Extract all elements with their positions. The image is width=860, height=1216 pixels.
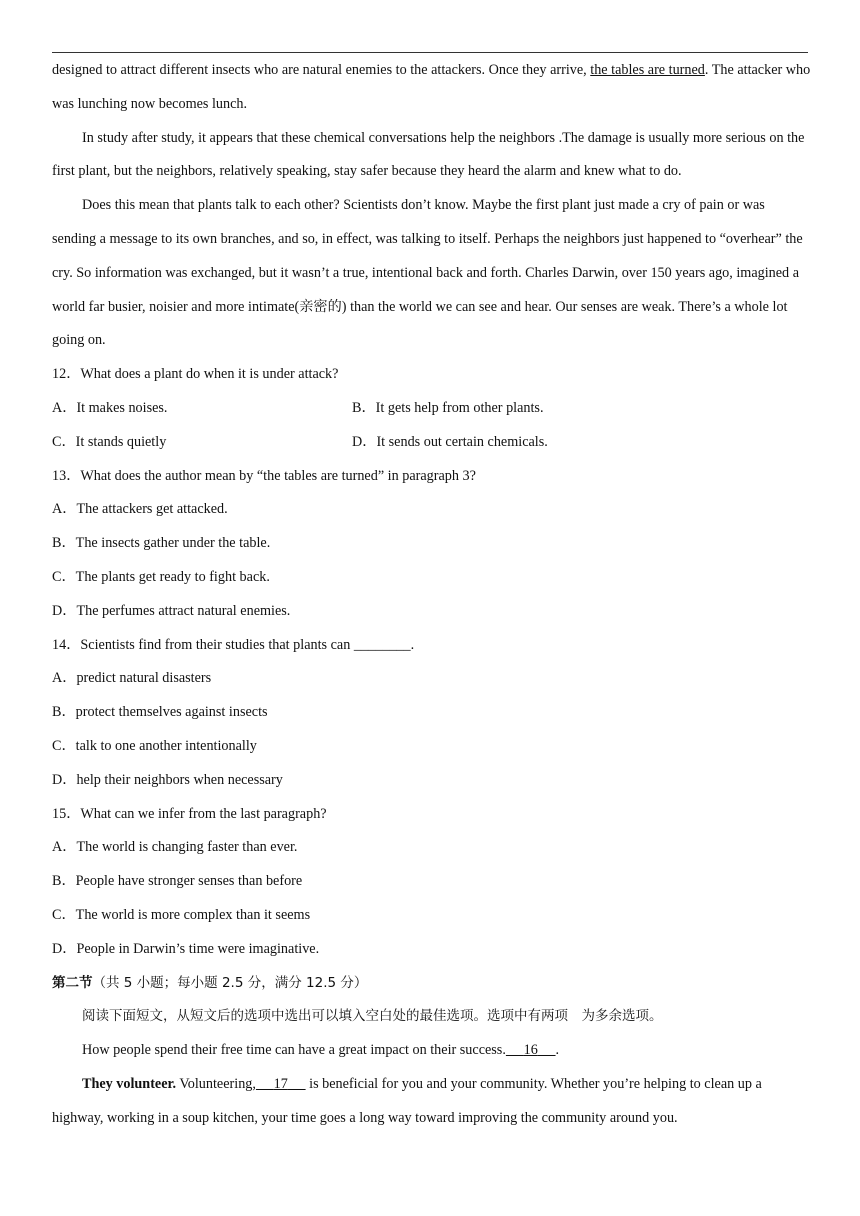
section-2-paragraph-1: How people spend their free time can have a great impact on their success. 16 . (82, 1042, 560, 1059)
question-14: 14．Scientists find from their studies that plants can ________. (52, 636, 415, 653)
option-15-c: C．The world is more complex than it seems (52, 906, 311, 923)
blank-17: 17 (273, 1075, 288, 1092)
option-12-d: D．It sends out certain chemicals. (352, 433, 548, 450)
option-13-d: D．The perfumes attract natural enemies. (52, 602, 291, 619)
option-13-b: B．The insects gather under the table. (52, 535, 271, 552)
section-2-heading: 第二节（共 5 小题；每小题 2.5 分，满分 12.5 分） (52, 974, 368, 991)
option-14-d: D．help their neighbors when necessary (52, 771, 283, 788)
question-13: 13．What does the author mean by “the tables are turned” in paragraph 3? (52, 467, 476, 484)
top-rule (52, 52, 808, 53)
option-13-c: C．The plants get ready to fight back. (52, 568, 270, 585)
option-12-c: C．It stands quietly (52, 433, 167, 450)
option-12-a: A．It makes noises. (52, 399, 168, 416)
option-12-b: B．It gets help from other plants. (352, 399, 544, 416)
document-body (52, 54, 812, 1136)
option-15-d: D．People in Darwin’s time were imaginative. (52, 940, 320, 957)
section-2-paragraph-2: They volunteer. Volunteering, 17 is beneficial for you and your community. Whether you’re helping to clean up a highway, working in a soup kitchen, your time goes a long way toward improving the community around you. (52, 1075, 762, 1126)
option-13-a: A．The attackers get attacked. (52, 501, 228, 518)
option-14-b: B．protect themselves against insects (52, 704, 268, 721)
question-12-options-row-1 (52, 392, 812, 426)
question-15: 15．What can we infer from the last paragraph? (52, 805, 327, 822)
option-14-c: C．talk to one another intentionally (52, 737, 257, 754)
option-14-a: A．predict natural disasters (52, 670, 212, 687)
section-2-instruction: 阅读下面短文，从短文后的选项中选出可以填入空白处的最佳选项。选项中有两项 为多余选项。 (82, 1008, 663, 1025)
passage-paragraph-3-continued: designed to attract different insects who are natural enemies to the attackers. Once they arrive, the tables are turned. The attacker who was lunching now becomes lunch. (52, 62, 811, 112)
underlined-phrase: the tables are turned (590, 62, 705, 78)
passage-paragraph-5: Does this mean that plants talk to each other? Scientists don’t know. Maybe the first plant just made a cry of pain or was sending a message to its own branches, and so, in effect, was talking to itself. Perhaps the neighbors just happened to “overhear” the cry. So information was exchanged, but it wasn’t a true, intentional back and forth. Charles Darwin, over 150 years ago, imagined a world far busier, noisier and more intimate(亲密的) than the world we can see and hear. Our senses are weak. There’s a whole lot going on. (52, 197, 803, 349)
option-15-a: A．The world is changing faster than ever. (52, 839, 298, 856)
passage-paragraph-4: In study after study, it appears that these chemical conversations help the neighbors .The damage is usually more serious on the first plant, but the neighbors, relatively speaking, stay safer because they heard the alarm and knew what to do. (52, 129, 805, 180)
question-12: 12．What does a plant do when it is under attack? (52, 366, 339, 383)
option-15-b: B．People have stronger senses than before (52, 873, 303, 890)
blank-16: 16 (523, 1042, 538, 1059)
question-12-options-row-2 (52, 426, 812, 460)
